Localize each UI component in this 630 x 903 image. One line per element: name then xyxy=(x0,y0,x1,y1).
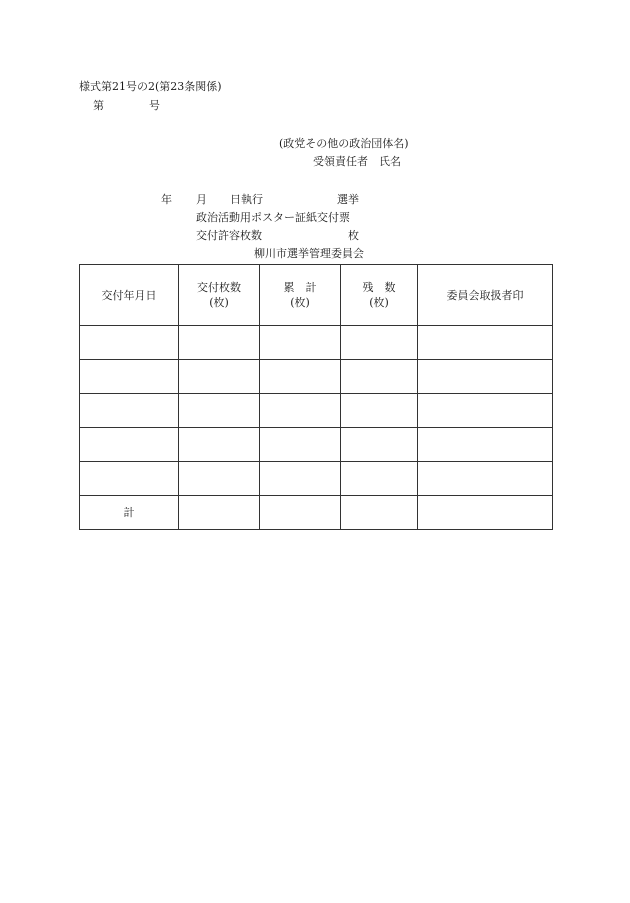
total-label: 計 xyxy=(80,496,179,530)
cell-cumulative xyxy=(260,360,341,394)
cell-date xyxy=(80,462,179,496)
table-header-row xyxy=(80,265,553,326)
cell-cumulative xyxy=(260,428,341,462)
table-row xyxy=(80,428,553,462)
table-row xyxy=(80,394,553,428)
cell-issued xyxy=(179,394,260,428)
party-org-name: (政党その他の政治団体名) xyxy=(279,137,409,150)
cell-cumulative xyxy=(260,462,341,496)
cell-issued xyxy=(179,428,260,462)
recipient-name-label: 受領責任者 氏名 xyxy=(313,155,401,168)
header-remaining xyxy=(341,265,418,326)
cell-date xyxy=(80,394,179,428)
cell-remaining xyxy=(341,326,418,360)
cell-seal xyxy=(418,394,553,428)
table-row xyxy=(80,462,553,496)
election-day-label: 日執行 xyxy=(230,193,263,206)
total-cumulative xyxy=(260,496,341,530)
cell-remaining xyxy=(341,360,418,394)
header-issued xyxy=(179,265,260,326)
number-prefix: 第 xyxy=(93,99,104,112)
cell-seal xyxy=(418,326,553,360)
committee-name: 柳川市選挙管理委員会 xyxy=(254,247,364,260)
cell-cumulative xyxy=(260,394,341,428)
form-heading: 様式第21号の2(第23条関係) xyxy=(79,80,222,93)
permitted-count-unit: 枚 xyxy=(348,229,359,242)
header-remaining-unit: (枚) xyxy=(369,296,389,309)
header-issued-label: 交付枚数 xyxy=(197,281,241,294)
cell-cumulative xyxy=(260,326,341,360)
total-seal xyxy=(418,496,553,530)
total-issued xyxy=(179,496,260,530)
table-row xyxy=(80,326,553,360)
cell-remaining xyxy=(341,428,418,462)
header-date: 交付年月日 xyxy=(80,265,179,326)
header-cumulative xyxy=(260,265,341,326)
cell-remaining xyxy=(341,394,418,428)
election-word-label: 選挙 xyxy=(337,193,359,206)
header-cumulative-unit: (枚) xyxy=(290,296,310,309)
cell-seal xyxy=(418,428,553,462)
election-month-label: 月 xyxy=(196,193,207,206)
header-remaining-label: 残 数 xyxy=(362,281,396,294)
cell-issued xyxy=(179,360,260,394)
header-issued-unit: (枚) xyxy=(209,296,229,309)
permitted-count-label: 交付許容枚数 xyxy=(196,229,262,242)
cell-remaining xyxy=(341,462,418,496)
election-year-label: 年 xyxy=(161,193,172,206)
cell-issued xyxy=(179,462,260,496)
cell-issued xyxy=(179,326,260,360)
total-remaining xyxy=(341,496,418,530)
number-suffix: 号 xyxy=(149,99,160,112)
cell-date xyxy=(80,326,179,360)
cell-date xyxy=(80,428,179,462)
cell-seal xyxy=(418,462,553,496)
cell-seal xyxy=(418,360,553,394)
cell-date xyxy=(80,360,179,394)
table-total-row xyxy=(80,496,553,530)
header-seal: 委員会取扱者印 xyxy=(418,265,553,326)
table-row xyxy=(80,360,553,394)
header-cumulative-label: 累 計 xyxy=(283,281,317,294)
issuance-table xyxy=(79,264,553,530)
form-subject: 政治活動用ポスター証紙交付票 xyxy=(196,211,350,224)
